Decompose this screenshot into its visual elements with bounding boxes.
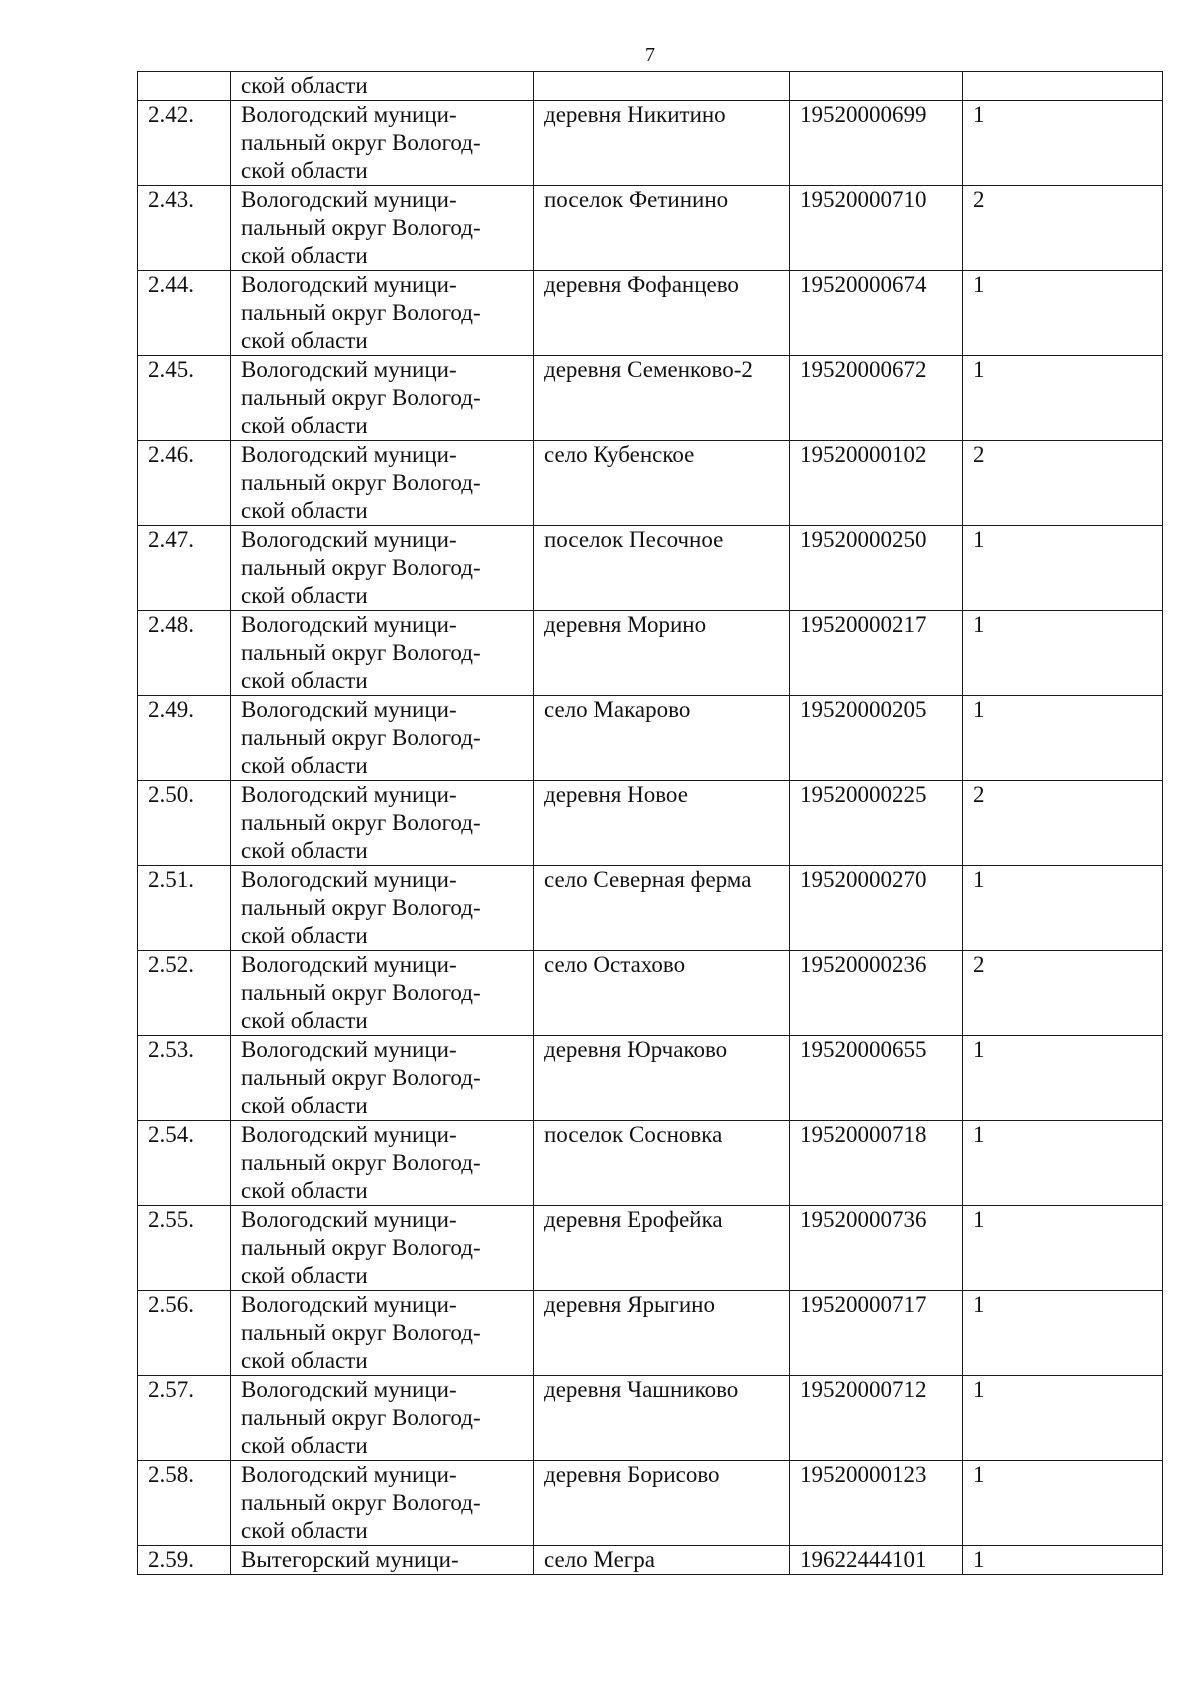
district-line: пальный округ Вологод-: [241, 470, 481, 495]
cell-number: [138, 1376, 231, 1461]
district-tail-text: ской области: [241, 73, 368, 98]
cell-district: [231, 1206, 534, 1291]
district-line: Вологодский муници-: [241, 867, 457, 892]
place-text: деревня Ерофейка: [544, 1207, 723, 1232]
cell-code: [790, 781, 963, 866]
district-line: ской области: [241, 328, 368, 353]
cell-code: [790, 1291, 963, 1376]
count-text: 2: [973, 952, 985, 977]
cell-number: [138, 1546, 231, 1575]
cell-code: [790, 1036, 963, 1121]
district-line: ской области: [241, 158, 368, 183]
cell-code: [790, 101, 963, 186]
row-number-text: 2.51.: [148, 867, 194, 892]
cell-number: [138, 356, 231, 441]
cell-code: [790, 1206, 963, 1291]
code-text: 19520000250: [800, 527, 927, 552]
cell-count: [963, 866, 1163, 951]
place-text: поселок Фетинино: [544, 187, 729, 212]
cell-district: [231, 101, 534, 186]
row-number-text: 2.46.: [148, 442, 194, 467]
district-line: Вологодский муници-: [241, 697, 457, 722]
cell-number: [138, 611, 231, 696]
row-number-text: 2.59.: [148, 1547, 194, 1572]
table-row: [138, 866, 1163, 951]
table-body: [138, 72, 1163, 1575]
count-text: 1: [973, 357, 985, 382]
district-line: ской области: [241, 498, 368, 523]
code-text: 19520000270: [800, 867, 927, 892]
cell-number: [138, 186, 231, 271]
code-text: 19520000102: [800, 442, 927, 467]
count-text: 2: [973, 187, 985, 212]
district-line: Вологодский муници-: [241, 952, 457, 977]
code-text: 19520000205: [800, 697, 927, 722]
district-line: ской области: [241, 923, 368, 948]
district-line: ской области: [241, 1093, 368, 1118]
table-row: [138, 1036, 1163, 1121]
cell-count: [963, 1546, 1163, 1575]
cell-code: [790, 1461, 963, 1546]
district-line: Вологодский муници-: [241, 1462, 457, 1487]
table-row: [138, 1121, 1163, 1206]
cell-number: [138, 696, 231, 781]
cell-district: [231, 611, 534, 696]
cell-number: [138, 72, 231, 101]
cell-count: [963, 1206, 1163, 1291]
count-text: 1: [973, 1122, 985, 1147]
district-line: Вологодский муници-: [241, 527, 457, 552]
cell-district: [231, 441, 534, 526]
table-row-continuation: [138, 72, 1163, 101]
district-line: пальный округ Вологод-: [241, 130, 481, 155]
cell-code: [790, 356, 963, 441]
table-row: [138, 696, 1163, 781]
code-text: 19520000225: [800, 782, 927, 807]
place-text: село Остахово: [544, 952, 686, 977]
district-line: Вологодский муници-: [241, 1122, 457, 1147]
table-row: [138, 781, 1163, 866]
code-text: 19520000217: [800, 612, 927, 637]
district-line: Вологодский муници-: [241, 782, 457, 807]
row-number-text: 2.43.: [148, 187, 194, 212]
cell-count: [963, 1291, 1163, 1376]
row-number-text: 2.48.: [148, 612, 194, 637]
page-number: 7: [645, 44, 655, 66]
cell-code: [790, 866, 963, 951]
district-line: ской области: [241, 413, 368, 438]
cell-district: [231, 696, 534, 781]
place-text: село Северная ферма: [544, 867, 752, 892]
cell-count: [963, 271, 1163, 356]
cell-code: [790, 271, 963, 356]
place-text: село Макарово: [544, 697, 691, 722]
cell-code: [790, 1546, 963, 1575]
district-line: Вологодский муници-: [241, 357, 457, 382]
cell-district: [231, 1376, 534, 1461]
count-text: 1: [973, 102, 985, 127]
cell-code: [790, 72, 963, 101]
code-text: 19520000718: [800, 1122, 927, 1147]
cell-place: [534, 1461, 790, 1546]
district-line: пальный округ Вологод-: [241, 300, 481, 325]
cell-code: [790, 696, 963, 781]
cell-code: [790, 186, 963, 271]
place-text: деревня Ярыгино: [544, 1292, 715, 1317]
place-text: деревня Никитино: [544, 102, 726, 127]
cell-number: [138, 271, 231, 356]
count-text: 2: [973, 442, 985, 467]
cell-count: [963, 356, 1163, 441]
cell-place: [534, 72, 790, 101]
district-line: пальный округ Вологод-: [241, 895, 481, 920]
code-text: 19520000236: [800, 952, 927, 977]
cell-district: [231, 1461, 534, 1546]
count-text: 1: [973, 1207, 985, 1232]
cell-code: [790, 951, 963, 1036]
district-line: пальный округ Вологод-: [241, 385, 481, 410]
cell-number: [138, 441, 231, 526]
row-number-text: 2.56.: [148, 1292, 194, 1317]
cell-district: [231, 1291, 534, 1376]
place-text: село Кубенское: [544, 442, 695, 467]
cell-code: [790, 441, 963, 526]
row-number-text: 2.55.: [148, 1207, 194, 1232]
cell-number: [138, 781, 231, 866]
cell-district: [231, 1036, 534, 1121]
cell-district: [231, 1121, 534, 1206]
cell-count: [963, 696, 1163, 781]
table-row: [138, 271, 1163, 356]
code-text: 19622444101: [800, 1547, 927, 1572]
count-text: 1: [973, 612, 985, 637]
row-number-text: 2.54.: [148, 1122, 194, 1147]
cell-code: [790, 1121, 963, 1206]
cell-count: [963, 1376, 1163, 1461]
cell-count: [963, 951, 1163, 1036]
count-text: 1: [973, 272, 985, 297]
cell-count: [963, 611, 1163, 696]
code-text: 19520000655: [800, 1037, 927, 1062]
cell-district: [231, 271, 534, 356]
district-line: Вологодский муници-: [241, 272, 457, 297]
table-row: [138, 526, 1163, 611]
table-row: [138, 951, 1163, 1036]
cell-count: [963, 72, 1163, 101]
district-line: пальный округ Вологод-: [241, 640, 481, 665]
district-line: пальный округ Вологод-: [241, 1150, 481, 1175]
district-line: пальный округ Вологод-: [241, 1320, 481, 1345]
row-number-text: 2.47.: [148, 527, 194, 552]
cell-place: [534, 951, 790, 1036]
count-text: 1: [973, 1037, 985, 1062]
cell-place: [534, 1206, 790, 1291]
place-text: село Мегра: [544, 1547, 655, 1572]
cell-place: [534, 1121, 790, 1206]
cell-code: [790, 611, 963, 696]
table-row: [138, 186, 1163, 271]
code-text: 19520000123: [800, 1462, 927, 1487]
place-text: поселок Сосновка: [544, 1122, 723, 1147]
table-row-partial: [138, 1546, 1163, 1575]
district-line: ской области: [241, 1348, 368, 1373]
place-text: деревня Новое: [544, 782, 688, 807]
cell-district: [231, 1546, 534, 1575]
table-row: [138, 441, 1163, 526]
count-text: 1: [973, 1292, 985, 1317]
district-line: Вологодский муници-: [241, 612, 457, 637]
district-line: ской области: [241, 1263, 368, 1288]
place-text: деревня Морино: [544, 612, 707, 637]
row-number-text: 2.50.: [148, 782, 194, 807]
table-row: [138, 1461, 1163, 1546]
row-number-text: 2.42.: [148, 102, 194, 127]
cell-district: [231, 186, 534, 271]
place-text: деревня Борисово: [544, 1462, 720, 1487]
district-line: пальный округ Вологод-: [241, 555, 481, 580]
district-line: пальный округ Вологод-: [241, 1235, 481, 1260]
district-line: ской области: [241, 838, 368, 863]
cell-district: [231, 781, 534, 866]
cell-code: [790, 1376, 963, 1461]
table-row: [138, 1376, 1163, 1461]
district-line: Вологодский муници-: [241, 187, 457, 212]
district-line: пальный округ Вологод-: [241, 215, 481, 240]
cell-number: [138, 866, 231, 951]
table-row: [138, 1291, 1163, 1376]
district-line: пальный округ Вологод-: [241, 1065, 481, 1090]
district-line: ской области: [241, 668, 368, 693]
district-line: пальный округ Вологод-: [241, 1490, 481, 1515]
cell-count: [963, 1461, 1163, 1546]
cell-place: [534, 696, 790, 781]
cell-number: [138, 951, 231, 1036]
cell-count: [963, 1036, 1163, 1121]
district-line: Вологодский муници-: [241, 1377, 457, 1402]
cell-count: [963, 526, 1163, 611]
code-text: 19520000736: [800, 1207, 927, 1232]
cell-number: [138, 1291, 231, 1376]
row-number-text: 2.45.: [148, 357, 194, 382]
code-text: 19520000672: [800, 357, 927, 382]
code-text: 19520000712: [800, 1377, 927, 1402]
cell-place: [534, 356, 790, 441]
code-text: 19520000710: [800, 187, 927, 212]
cell-count: [963, 186, 1163, 271]
count-text: 1: [973, 697, 985, 722]
district-line: Вологодский муници-: [241, 1207, 457, 1232]
cell-place: [534, 441, 790, 526]
district-line: Вологодский муници-: [241, 1292, 457, 1317]
cell-number: [138, 101, 231, 186]
cell-place: [534, 866, 790, 951]
cell-count: [963, 101, 1163, 186]
count-text: 1: [973, 1377, 985, 1402]
district-line: пальный округ Вологод-: [241, 980, 481, 1005]
table-row: [138, 1206, 1163, 1291]
cell-place: [534, 101, 790, 186]
cell-number: [138, 1121, 231, 1206]
district-line: ской области: [241, 1178, 368, 1203]
count-text: 1: [973, 527, 985, 552]
district-text: Вытегорский муници-: [241, 1547, 459, 1572]
cell-district: [231, 72, 534, 101]
code-text: 19520000674: [800, 272, 927, 297]
row-number-text: 2.52.: [148, 952, 194, 977]
row-number-text: 2.58.: [148, 1462, 194, 1487]
count-text: 1: [973, 867, 985, 892]
district-line: Вологодский муници-: [241, 102, 457, 127]
cell-count: [963, 781, 1163, 866]
district-line: Вологодский муници-: [241, 1037, 457, 1062]
row-number-text: 2.44.: [148, 272, 194, 297]
cell-number: [138, 1036, 231, 1121]
district-line: пальный округ Вологод-: [241, 810, 481, 835]
cell-place: [534, 526, 790, 611]
row-number-text: 2.57.: [148, 1377, 194, 1402]
cell-place: [534, 1546, 790, 1575]
place-text: деревня Фофанцево: [544, 272, 739, 297]
cell-place: [534, 781, 790, 866]
district-line: ской области: [241, 753, 368, 778]
settlements-table: [137, 71, 1163, 1575]
table-row: [138, 101, 1163, 186]
cell-count: [963, 441, 1163, 526]
cell-number: [138, 526, 231, 611]
cell-place: [534, 1036, 790, 1121]
table-row: [138, 356, 1163, 441]
count-text: 1: [973, 1547, 985, 1572]
cell-number: [138, 1206, 231, 1291]
cell-district: [231, 526, 534, 611]
cell-place: [534, 611, 790, 696]
cell-place: [534, 1376, 790, 1461]
district-line: ской области: [241, 583, 368, 608]
cell-district: [231, 951, 534, 1036]
district-line: ской области: [241, 1433, 368, 1458]
place-text: деревня Чашниково: [544, 1377, 739, 1402]
district-line: ской области: [241, 1518, 368, 1543]
district-line: ской области: [241, 243, 368, 268]
district-line: пальный округ Вологод-: [241, 725, 481, 750]
cell-place: [534, 186, 790, 271]
place-text: поселок Песочное: [544, 527, 724, 552]
cell-district: [231, 356, 534, 441]
code-text: 19520000717: [800, 1292, 927, 1317]
cell-code: [790, 526, 963, 611]
count-text: 2: [973, 782, 985, 807]
district-line: пальный округ Вологод-: [241, 1405, 481, 1430]
cell-place: [534, 271, 790, 356]
district-line: ской области: [241, 1008, 368, 1033]
cell-number: [138, 1461, 231, 1546]
cell-place: [534, 1291, 790, 1376]
place-text: деревня Семенково-2: [544, 357, 753, 382]
row-number-text: 2.53.: [148, 1037, 194, 1062]
cell-district: [231, 866, 534, 951]
row-number-text: 2.49.: [148, 697, 194, 722]
place-text: деревня Юрчаково: [544, 1037, 728, 1062]
district-line: Вологодский муници-: [241, 442, 457, 467]
code-text: 19520000699: [800, 102, 927, 127]
table-row: [138, 611, 1163, 696]
count-text: 1: [973, 1462, 985, 1487]
cell-count: [963, 1121, 1163, 1206]
